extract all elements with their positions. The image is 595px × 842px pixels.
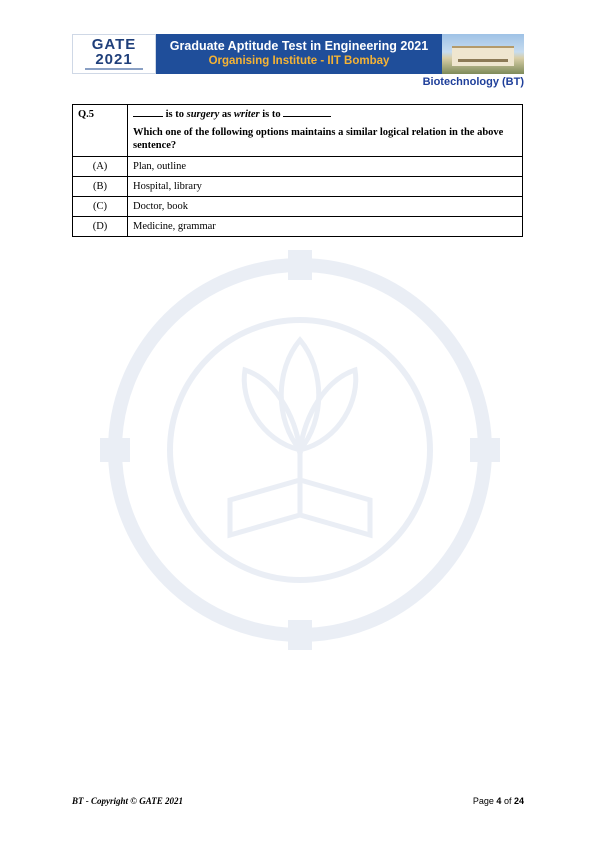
- blank-1: [133, 116, 163, 117]
- banner-title: Graduate Aptitude Test in Engineering 2021: [169, 39, 429, 53]
- option-text: Plan, outline: [128, 157, 523, 177]
- question-table: [72, 104, 523, 237]
- question-row: [73, 105, 523, 157]
- page-current: 4: [496, 796, 502, 806]
- option-label: (B): [73, 177, 128, 197]
- logo-underline: [85, 68, 143, 70]
- header-banner: [72, 34, 524, 74]
- option-text: Medicine, grammar: [128, 217, 523, 237]
- logo-year: 2021: [95, 51, 133, 68]
- stem-term1: surgery: [186, 109, 220, 120]
- option-row[interactable]: [73, 217, 523, 237]
- banner-subtitle: Organising Institute - IIT Bombay: [208, 55, 390, 67]
- stem-part1: is to: [163, 109, 187, 120]
- gate-logo: [72, 34, 156, 74]
- building-shape: [452, 46, 514, 66]
- option-label: (A): [73, 157, 128, 177]
- option-row[interactable]: [73, 177, 523, 197]
- logo-word: GATE: [91, 36, 137, 53]
- option-text: Hospital, library: [128, 177, 523, 197]
- page-total: 24: [513, 796, 524, 806]
- option-row[interactable]: [73, 157, 523, 177]
- question-stem: [133, 109, 517, 120]
- stem-term2: writer: [233, 109, 260, 120]
- page-word: Page: [472, 796, 494, 806]
- page-of: of: [503, 796, 512, 806]
- paper-name: Biotechnology (BT): [422, 76, 524, 88]
- option-text: Doctor, book: [128, 197, 523, 217]
- banner-text: [156, 34, 442, 74]
- footer-page-number: [473, 796, 524, 806]
- blank-2: [283, 116, 331, 117]
- question-number: Q.5: [73, 105, 128, 157]
- building-windows: [458, 59, 508, 62]
- option-row[interactable]: [73, 197, 523, 217]
- institute-building-photo: [442, 34, 524, 74]
- option-label: (D): [73, 217, 128, 237]
- stem-part3: is to: [259, 109, 284, 120]
- stem-part2: as: [219, 109, 234, 120]
- question-prompt: Which one of the following options maintains a similar logical relation in the above sentence?: [133, 127, 504, 151]
- iitb-watermark-emblem: [60, 250, 540, 670]
- option-label: (C): [73, 197, 128, 217]
- question-body: [128, 105, 523, 157]
- footer-copyright: BT - Copyright © GATE 2021: [72, 796, 183, 806]
